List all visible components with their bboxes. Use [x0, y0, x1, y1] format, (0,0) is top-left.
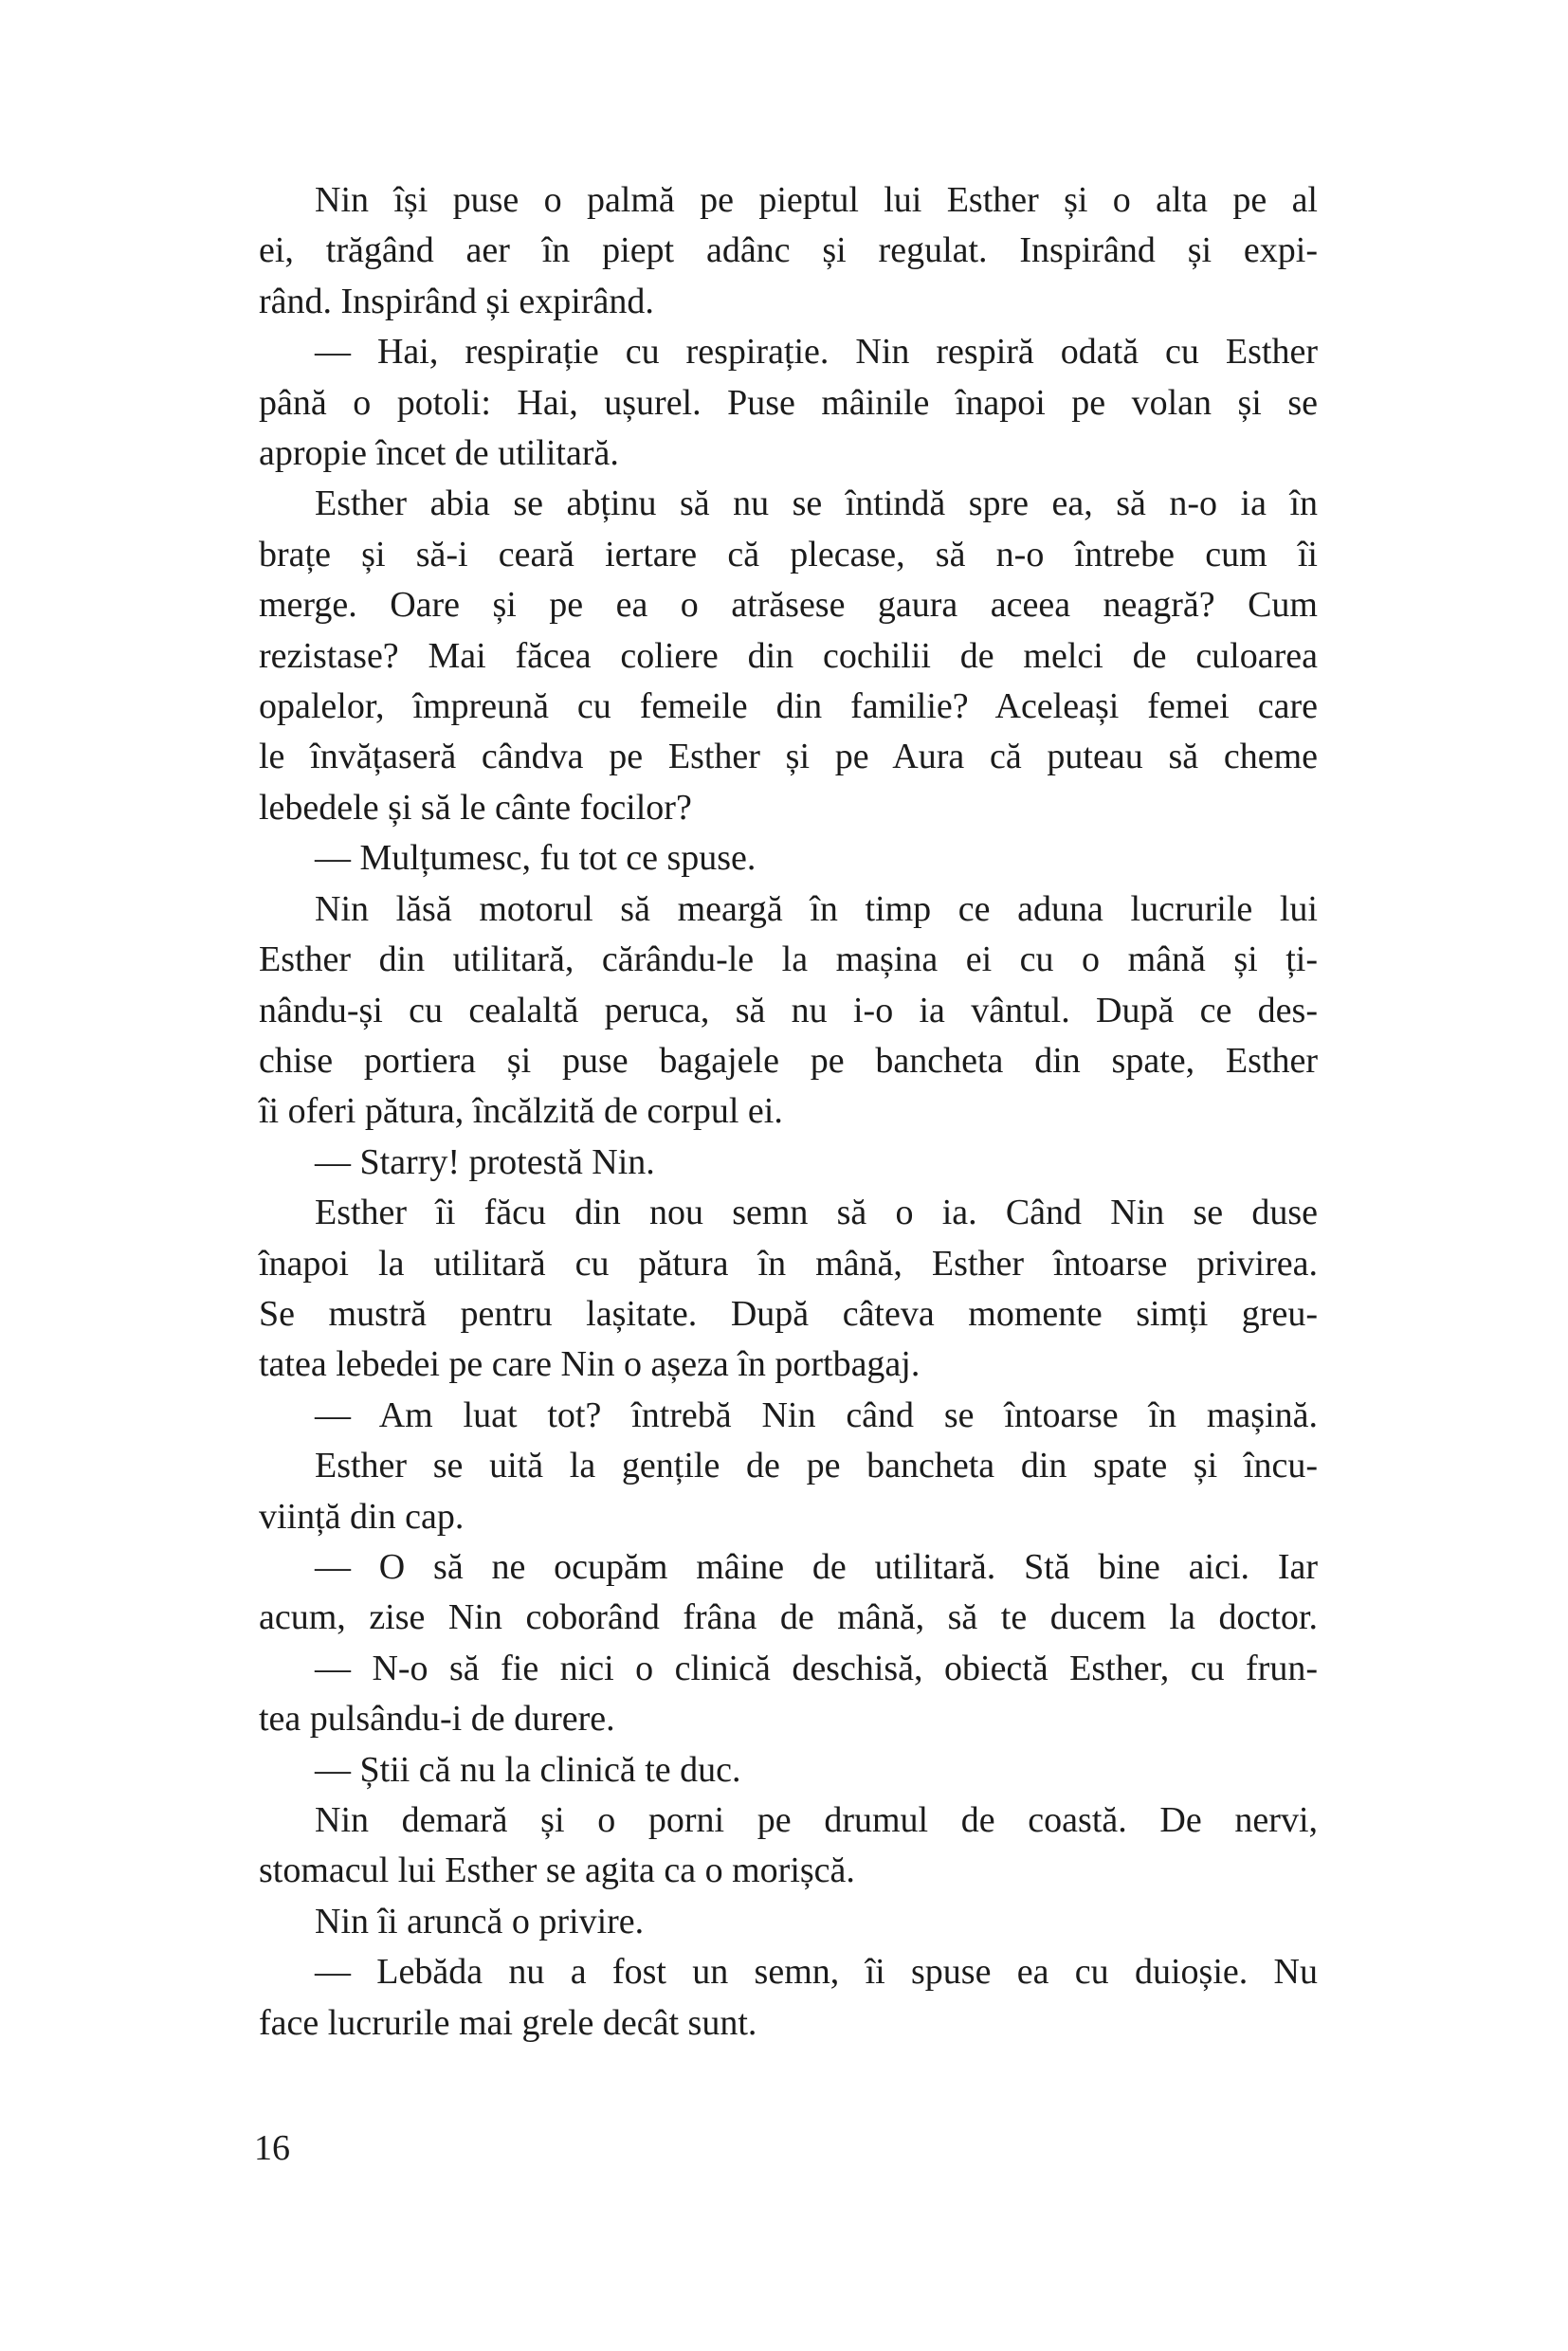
text-line: tatea lebedei pe care Nin o așeza în portbagaj.	[259, 1344, 921, 1385]
text-line: până o potoli: Hai, ușurel. Puse mâinile înapoi pe volan și se	[259, 382, 1318, 423]
text-line: — Lebăda nu a fost un semn, îi spuse ea cu duioșie. Nu	[315, 1952, 1318, 1993]
text-line: — Am luat tot? întrebă Nin când se întoarse în mașină.	[315, 1394, 1318, 1435]
text-line: opalelor, împreună cu femeile din familie? Aceleași femei care	[259, 686, 1318, 727]
text-line: rezistase? Mai făcea coliere din cochilii de melci de culoarea	[259, 635, 1318, 676]
text-line: Se mustră pentru lașitate. După câteva momente simți greu-	[259, 1293, 1318, 1334]
text-line: Nin demară și o porni pe drumul de coastă. De nervi,	[315, 1800, 1318, 1840]
text-line: le învățaseră cândva pe Esther și pe Aura că puteau să cheme	[259, 737, 1318, 777]
text-line: Esther din utilitară, cărându-le la mașina ei cu o mână și ți-	[259, 939, 1318, 980]
text-line: Esther abia se abținu să nu se întindă spre ea, să n-o ia în	[315, 483, 1318, 524]
text-line: Nin îi aruncă o privire.	[315, 1901, 645, 1941]
text-line: Esther se uită la gențile de pe bancheta din spate și încu-	[315, 1446, 1318, 1486]
text-line: — Mulțumesc, fu tot ce spuse.	[315, 838, 757, 879]
text-line: Nin lăsă motorul să meargă în timp ce aduna lucrurile lui	[315, 888, 1318, 929]
text-block	[259, 175, 1318, 2049]
text-line: face lucrurile mai grele decât sunt.	[259, 2002, 757, 2043]
text-line: Esther îi făcu din nou semn să o ia. Când Nin se duse	[315, 1193, 1318, 1233]
text-line: tea pulsându-i de durere.	[259, 1699, 615, 1740]
text-line: acum, zise Nin coborând frâna de mână, să te ducem la doctor.	[259, 1597, 1318, 1638]
text-line: apropie încet de utilitară.	[259, 433, 619, 474]
text-line: stomacul lui Esther se agita ca o morișcă.	[259, 1850, 855, 1891]
text-line: merge. Oare și pe ea o atrăsese gaura aceea neagră? Cum	[259, 585, 1318, 626]
text-line: — Știi că nu la clinică te duc.	[315, 1749, 741, 1790]
text-line: viință din cap.	[259, 1496, 465, 1537]
text-line: rând. Inspirând și expirând.	[259, 281, 654, 321]
text-line: — Hai, respirație cu respirație. Nin respiră odată cu Esther	[315, 332, 1318, 373]
text-line: Nin își puse o palmă pe pieptul lui Esther și o alta pe al	[315, 180, 1318, 220]
text-line: înapoi la utilitară cu pătura în mână, Esther întoarse privirea.	[259, 1243, 1318, 1284]
text-line: îi oferi pătura, încălzită de corpul ei.	[259, 1091, 783, 1132]
text-line: — O să ne ocupăm mâine de utilitară. Stă bine aici. Iar	[315, 1546, 1318, 1587]
text-line: lebedele și să le cânte focilor?	[259, 787, 692, 828]
text-line: — Starry! protestă Nin.	[315, 1141, 655, 1182]
text-line: ei, trăgând aer în piept adânc și regulat. Inspirând și expi-	[259, 230, 1318, 271]
page-number: 16	[254, 2128, 290, 2168]
text-line: nându-și cu cealaltă peruca, să nu i-o ia vântul. După ce des-	[259, 990, 1318, 1030]
text-line: chise portiera și puse bagajele pe bancheta din spate, Esther	[259, 1040, 1318, 1081]
text-line: — N-o să fie nici o clinică deschisă, obiectă Esther, cu frun-	[315, 1648, 1318, 1688]
text-line: brațe și să-i ceară iertare că plecase, să n-o întrebe cum îi	[259, 534, 1318, 574]
